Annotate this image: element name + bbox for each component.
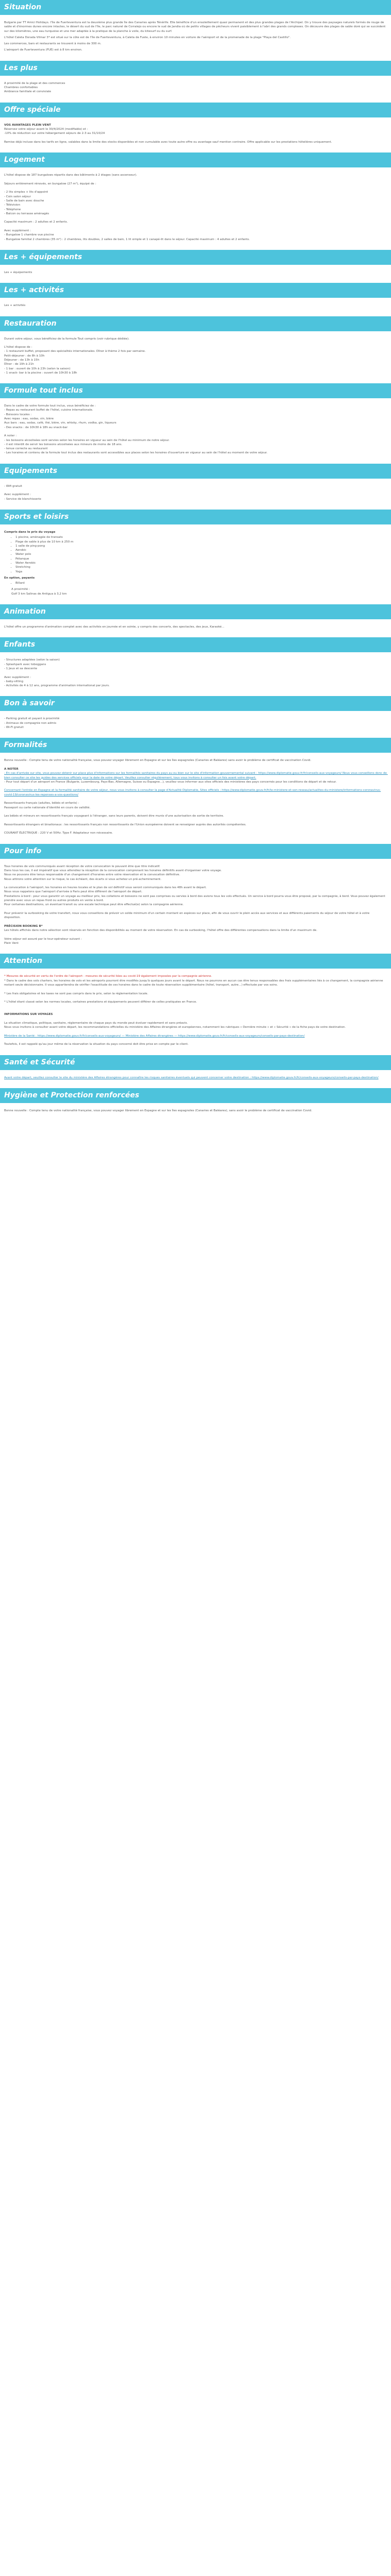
section-body: [0, 21, 391, 53]
section-title: Offre spéciale: [0, 103, 391, 117]
list-item: • 1 piscine, aménagée de transats: [15, 535, 387, 539]
section-title: Logement: [0, 152, 391, 167]
section-logement: [0, 152, 391, 242]
text-line: [4, 920, 387, 924]
section-body: [0, 173, 391, 242]
text-line: - Repas au restaurant buffet de l'hôtel, cuisine internationale.: [4, 409, 93, 412]
text-line: Chambres confortables: [4, 86, 38, 90]
text-line: Pour prévenir la surbooking de votre transfert, nous vous conseillons de prévoir un solde minimum d'un certain montant en espèces sur place, afin de vous ouvrir le plein accès aux services et aux différents paiements du séjour de votre hôtel et à votre disposition.: [4, 911, 371, 920]
info-link[interactable]: Avant votre départ, veuillez consulter le site du ministère des Affaires étrangères pour connaître les risques sanitaires éventuels qui peuvent concerner votre destination : https://www.diplomatie.gouv.fr/fr/conseils-aux-voyageurs/conseils-par-pays-destination/: [4, 1076, 379, 1079]
section-plus: [0, 61, 391, 94]
text-line: * Les frais obligatoires et les taxes ne sont pas compris dans le prix, selon la réglementation locale.: [4, 992, 149, 995]
optional-heading: En option, payants: [4, 576, 35, 580]
text-line: - Service de blanchisserie: [4, 497, 41, 501]
text-line: Avec supplément :: [4, 229, 31, 233]
section-title: Restauration: [0, 316, 391, 331]
text-line: [4, 987, 387, 991]
info-link[interactable]: Ministère de la Santé : https://www.diplomatie.gouv.fr/fr/conseils-aux-voyageurs/ — Ministère des Affaires étrangères — https://www.diplomatie.gouv.fr/fr/conseils-aux-voyageurs/conseils-par-pays-destination/: [4, 1034, 305, 1038]
list-item: • Stretching: [15, 565, 387, 569]
paragraph: Les commerces, bars et restaurants se trouvent à moins de 300 m.: [4, 42, 102, 46]
section-body: [0, 1012, 391, 1046]
text-line: - Structures adaptées (selon la saison): [4, 658, 60, 662]
text-line: * L'hôtel étant classé selon les normes locales, certaines prestations et équipements peuvent différer de celles pratiquées en France.: [4, 1001, 197, 1004]
text-line: - Téléphone: [4, 208, 21, 211]
text-line: - Parking gratuit et payant à proximité: [4, 717, 60, 721]
section-body: [0, 974, 391, 1004]
text-line: -10% de réduction sur votre hébergement séjours de 2-3 au 31/10/24: [4, 132, 105, 135]
section-title: Formalités: [0, 738, 391, 753]
text-line: [4, 797, 387, 801]
section-activites-small: [0, 283, 391, 308]
section-title: Les + équipements: [0, 250, 391, 265]
text-line: [4, 671, 387, 675]
text-line: Les bébés et mineurs en ressortissants français voyageant à l'étranger, sans leurs parents, doivent être munis d'une autorisation de sortie de territoire.: [4, 815, 224, 818]
text-line: Toutefois, il est rappelé qu'au jour même de la réservation la situation du pays concerné doit être prise en compte par le client.: [4, 1043, 189, 1046]
text-line: Nous vous invitons à consulter avant votre départ, les recommandations officielles du ministère des Affaires étrangères et européennes, notamment les rubriques « Dernière minute » et « Sécurité » de la fiche pays de votre destination.: [4, 1026, 346, 1029]
text-line: Avec repas : eau, sodas, vin, bière: [4, 417, 54, 421]
section-body: [0, 404, 391, 455]
text-line: Remise déjà incluse dans les tarifs en ligne, valables dans la limite des stocks disponibles et non cumulable avec toute autre offre ou avantage sauf mention contraire. Offre applicable sur les prestations hôtelières uniquement.: [4, 140, 332, 144]
text-line: [4, 827, 387, 831]
section-title: Les + activités: [0, 283, 391, 298]
section-body: [0, 1076, 391, 1080]
text-line: Passeport ou carte nationale d'identité en cours de validité.: [4, 806, 91, 809]
section-title: Sports et loisirs: [0, 510, 391, 524]
text-line: L'hôtel dispose de 187 bungalows répartis dans des bâtiments à 2 étages (sans ascenseur).: [4, 174, 137, 177]
paragraph: Bulgarie par TT Amici Holidays. l'île de Fuerteventura est la deuxième plus grande île des Canaries après Ténérife. Elle bénéficie d'un ensoleillement quasi permanent et des plus grandes plages de l'Archipel. On y trouve des paysages naturels formés de rouge de sable et d'énormes dunes encore intactes, le désert du sud de l'île, le parc naturel de Corralejo ou encore le sud de Jandia où de petits villages de pêcheurs vivent paisiblement à l'abri des grands complexes. On découvre des plages de sable doré qui se succèdent sur des kilomètres, une eau turquoise et une mer adaptée à la pratique de la planche à voile, du kitesurf ou du surf.: [4, 21, 386, 33]
text-line: - Splashpark avec toboggans: [4, 663, 46, 666]
section-body: [0, 758, 391, 835]
section-animation: [0, 604, 391, 629]
list-item: • Aerobic: [15, 548, 387, 552]
section-offre: [0, 103, 391, 144]
text-line: Réservez votre séjour avant le 30/4/2024 (modifiable) et :: [4, 127, 88, 131]
text-line: [4, 763, 387, 767]
text-line: Les + équipements: [4, 270, 32, 274]
text-line: Séjours entièrement rénovés, en bungalow (27 m²), équipé de :: [4, 182, 96, 185]
text-line: La convocation à l'aéroport, les horaires en heures locales et le plan de vol définitif vous seront communiqués dans les 48h avant le départ.: [4, 886, 207, 890]
section-attention: [0, 954, 391, 1004]
section-hygiene: [0, 1088, 391, 1113]
paragraph: L'aéroport de Fuerteventura (FUE) est à 8 km environ.: [4, 48, 83, 52]
info-link[interactable]: - En cas d'arrivée sur site, vous pouvez obtenir sur place plus d'informations sur les formalités sanitaires du pays au ou bien sur le site d'information gouvernemental suivant : https://www.diplomatie.gouv.fr/fr/conseils-aux-voyageurs/ Nous vous conseillons donc de bien consulter ce site les guides des services officiels pour la date de votre départ. Veuillez consulter régulièrement, tous vous invitons à consulter un fois avant votre départ.: [4, 772, 388, 779]
text-line: [4, 996, 387, 1000]
text-line: Votre séjour est assuré par le tour-opérateur suivant :: [4, 937, 82, 941]
section-equipements-small: [0, 250, 391, 275]
section-title: Enfants: [0, 637, 391, 652]
section-formule: [0, 383, 391, 455]
section-title: Animation: [0, 604, 391, 619]
section-pour-info: [0, 844, 391, 946]
text-line: - Salle de bain avec douche: [4, 199, 44, 202]
section-body: [0, 81, 391, 94]
text-line: L'hôtel offre un programme d'animation complet avec des activités en journée et en soirée, y compris des concerts, des spectacles, des jeux, Karaoké...: [4, 625, 224, 629]
text-line: - Pour tout départ d'un aéroport en France (Bulgarie, Luxembourg, Pays-Bas, Allemagne, Suisse ou Espagne...), veuillez vous informer aux sites officiels des ministères des pays concernés pour les conditions de départ et de retour.: [4, 780, 337, 784]
text-line: Durant votre séjour, vous bénéficiez de la formule Tout compris (voir rubrique dédiée).: [4, 337, 129, 341]
section-situation: [0, 0, 391, 53]
section-body: [0, 530, 391, 596]
text-line: [4, 186, 387, 190]
text-line: La situation climatique, politique, sanitaire, réglementaire de chaque pays du monde peut évoluer rapidement et sans préavis.: [4, 1022, 188, 1025]
text-line: - Animaux de compagnie non admis: [4, 721, 56, 725]
text-line: Ressortissants français (adultes, bébés et enfants) :: [4, 802, 79, 805]
text-line: - Bungalow 1 chambre vue piscine: [4, 233, 54, 237]
text-line: Pour certaines destinations, un éventuel transit ou une escale technique peut être effectué(e) selon la compagnie aérienne.: [4, 903, 184, 907]
list-item: • Plage de sable à plus de 10 km à 250 m: [15, 540, 387, 544]
text-line: [4, 882, 387, 886]
text-line: Dîner : de 19h à 21h: [4, 363, 34, 366]
text-line: Dans le cadre de votre formule tout inclus, vous bénéficiez de :: [4, 404, 96, 408]
text-line: * Mesures de sécurité en vertu de l'ordre de l'aéroport : mesures de sécurité liées au covid-19 également imposées par la compagnie aérienne.: [4, 975, 212, 978]
text-line: PRÉCISION BOOKING B*: [4, 924, 43, 928]
text-line: - 1 bar : ouvert de 10h à 23h (selon la saison): [4, 367, 71, 370]
text-line: Golf 3 km Salinas de Antigua à 3,2 km: [11, 592, 67, 596]
text-line: - tenue correcte au restaurant: [4, 447, 48, 451]
text-line: [4, 341, 387, 345]
optional-list: [4, 581, 387, 585]
text-line: [4, 177, 387, 181]
text-line: [4, 907, 387, 911]
text-line: INFORMATIONS SUR VOYAGES: [4, 1013, 53, 1016]
section-enfants: [0, 637, 391, 688]
text-line: Ressortissants étrangers et binationaux : les ressortissants français non ressortissants de l'Union européenne doivent se renseigner auprès des autorités compétentes.: [4, 823, 247, 826]
text-line: Avec supplément :: [4, 493, 31, 497]
text-line: [4, 810, 387, 814]
section-title: Santé et Sécurité: [0, 1055, 391, 1070]
text-line: - 1 Jeux et sa descente: [4, 667, 37, 670]
text-line: Tous horaires de vols communiqués avant réception de votre convocation le pouvant être que titre indicatif.: [4, 865, 160, 868]
text-line: [4, 225, 387, 229]
text-line: [4, 488, 387, 493]
text-line: - Wifi gratuit: [4, 484, 22, 488]
section-body: [0, 717, 391, 730]
section-body: [0, 484, 391, 501]
text-line: - Les horaires et contenu de la formule tout inclus des restaurants sont accessibles aux places selon les horaires d'ouverture en vigueur au sein de l'hôtel au moment de votre séjour.: [4, 451, 268, 455]
text-line: [4, 1038, 387, 1042]
text-line: Les hôtels affichés dans notre sélection sont réservés en fonction des disponibilités au moment de votre réservation. En cas de surbooking, l'hôtel offre des différentes compensations dans la limite d'un maximum de.: [4, 929, 317, 933]
section-equipements: [0, 464, 391, 501]
text-line: L'hôtel dispose de :: [4, 346, 32, 349]
text-line: - Activités de 4 à 12 ans, programme d'animation international par jours.: [4, 684, 110, 688]
text-line: - Télévision: [4, 204, 20, 207]
section-body: [0, 303, 391, 308]
section-title: Situation: [0, 0, 391, 15]
text-line: COURANT ÉLECTRIQUE : 220 V et 50Hz. Type F. Adaptateur non nécessaire.: [4, 832, 113, 835]
section-title: Les plus: [0, 61, 391, 76]
text-line: Prestations à bord : pour vous garantir un voyage au meilleur prix, les collations et boissons ne sont pas comprises ou servies à bord des avions tous les vols effectués. Un service à bord pourra vous être proposé, par la compagnie, à bord. Vous pouvez également prendre avec vous un repas froid ou autres produits en vente à bord.: [4, 894, 386, 903]
text-line: - 1 snack- bar à la piscine : ouvert de 10h30 à 18h: [4, 371, 77, 375]
section-formalites: [0, 738, 391, 835]
text-line: [4, 430, 387, 434]
section-title: Equipements: [0, 464, 391, 479]
text-line: - baby-sitting: [4, 680, 24, 683]
section-restauration: [0, 316, 391, 376]
section-title: Attention: [0, 954, 391, 969]
section-title: Hygiène et Protection renforcées: [0, 1088, 391, 1103]
text-line: Petit-déjeuner : de 8h à 10h: [4, 354, 45, 358]
included-list: [4, 535, 387, 574]
text-line: - Balcon ou terrasse aménagés: [4, 212, 49, 215]
text-line: - 2 lits simples + lits d'appoint: [4, 191, 48, 194]
section-body: [0, 1109, 391, 1113]
text-line: Plein Vent: [4, 942, 19, 945]
text-line: Aux bars : eau, sodas, café, thé, bière, vin, whisky, rhum, vodka, gin, liqueurs: [4, 421, 117, 425]
text-line: VOS AVANTAGES PLEIN VENT: [4, 123, 51, 127]
list-item: • Yoga: [15, 570, 387, 574]
text-line: Les + activités: [4, 304, 26, 308]
text-line: [4, 1030, 387, 1034]
section-body: [0, 337, 391, 376]
section-body: [0, 865, 391, 946]
text-line: * Dans le cadre des vols charters, les horaires de vols et les aéroports pourront être modifiés jusqu'à quelques jours avant le départ. Nous ne pourrons en aucun cas être tenus responsables des frais supplémentaires liés à ce changement, la compagnie aérienne restant seule décisionnaire. Il vous appartiendra de vérifier l'exactitude de ces horaires dans le cadre de toute réservation supplémentaire (hôtel, transport, autre...) effectuée par vos soins.: [4, 979, 384, 987]
text-line: Nous attirons votre attention sur le risque, le cas échéant, des écarts si vous achetez un pré-acheminement.: [4, 877, 161, 881]
section-informations: [0, 1012, 391, 1046]
text-line: Capacité maximum : 2 adultes et 2 enfants.: [4, 221, 68, 224]
section-title: Bon à savoir: [0, 696, 391, 711]
text-line: Nous ne pouvons être tenus responsable d'un changement d'horaires entre votre réservation et la convocation définitive.: [4, 873, 181, 877]
section-body: [0, 123, 391, 144]
list-item: • Pétanque: [15, 557, 387, 561]
text-line: Bonne nouvelle : Compte tenu de votre nationalité française, vous pouvez voyager librement en Espagne et sur les îles espagnoles (Canaries et Baléares) sans avoir le problème de certificat de vaccination Covid.: [4, 759, 312, 762]
text-line: [4, 819, 387, 823]
text-line: [4, 933, 387, 937]
included-heading: Compris dans le prix du voyage: [4, 530, 56, 534]
section-body: [0, 625, 391, 629]
list-item: • 1 salle de ping-pong: [15, 544, 387, 548]
section-title: Pour info: [0, 844, 391, 859]
text-line: - Des snacks : de 10h30 à 18h au snack-bar: [4, 426, 68, 429]
text-line: - Boissons locales :: [4, 413, 32, 416]
text-line: Bonne nouvelle : Compte tenu de votre nationalité française, vous pouvez voyager librement en Espagne et sur les îles espagnoles (Canaries et Baléares), sans avoir le problème de certificat de vaccination Covid.: [4, 1109, 313, 1113]
text-line: - il est interdit de servir les boissons alcoolisées aux mineurs de moins de 18 ans.: [4, 443, 122, 446]
text-line: Dans tous les cas, il est impératif que vous attendiez la réception de la convocation comprenant les horaires définitifs avant d'organiser votre voyage.: [4, 869, 222, 872]
section-body: [0, 270, 391, 275]
list-item: • Water polo: [15, 552, 387, 556]
list-item: • Water Aerobic: [15, 561, 387, 565]
text-line: - Wi-Fi gratuit: [4, 726, 24, 730]
text-line: [4, 216, 387, 220]
list-item: • Billard: [15, 581, 387, 585]
text-line: [4, 136, 387, 140]
text-line: A noter :: [4, 434, 17, 438]
text-line: A NOTER: [4, 767, 19, 771]
info-link[interactable]: Concernant l'entrée en Espagne et la formalité sanitaire de votre séjour, nous vous invitons à consulter la page d'Actualité Diplomatie, Sites officiels : https://www.diplomatie.gouv.fr/fr/le-ministere-et-son-reseau/actualites-du-ministere/informations-coronavirus-covid-19/coronavirus-les-reponses-a-vos-questions/: [4, 789, 381, 796]
text-line: [4, 1017, 387, 1021]
text-line: Déjeuner : de 13h à 15h: [4, 358, 40, 362]
text-line: - Coin salon séjour: [4, 195, 31, 198]
text-line: Ambiance familiale et conviviale: [4, 90, 51, 94]
section-body: [0, 658, 391, 688]
text-line: - 1 restaurant buffet, proposant des spécialités internationales. Dîner à thème 2 fois par semaine.: [4, 350, 146, 353]
text-line: Nous vous rappelons que l'aéroport d'arrivée à Paris peut être différent de l'aéroport de départ.: [4, 890, 142, 894]
paragraph: L'hôtel Caleta Dorada Vilmar 3* est situé sur la côte est de l'île de Fuerteventura, à Caleta de Fuste, à environ 10 minutes en voiture de l'aéroport et de la promenade de la plage "Playa del Castillo".: [4, 36, 291, 39]
section-sante: [0, 1055, 391, 1080]
text-line: A proximité :: [11, 588, 30, 591]
section-title: Formule tout inclus: [0, 383, 391, 398]
text-line: Avec supplément :: [4, 675, 31, 679]
text-line: - Bungalow familial 2 chambres (35 m²) : 2 chambres, lits doubles, 2 salles de bain, 1 lit simple et 1 canapé-lit dans le séjour. Capacité maximum : 4 adultes et 2 enfants.: [4, 238, 250, 241]
text-line: [4, 784, 387, 788]
section-sports: [0, 510, 391, 596]
text-line: A proximité de la plage et des commerces: [4, 81, 66, 85]
section-bon-savoir: [0, 696, 391, 730]
text-line: - les boissons alcoolisées sont servies selon les horaires en vigueur au sein de l'hôtel au minimum de notre séjour.: [4, 438, 170, 442]
